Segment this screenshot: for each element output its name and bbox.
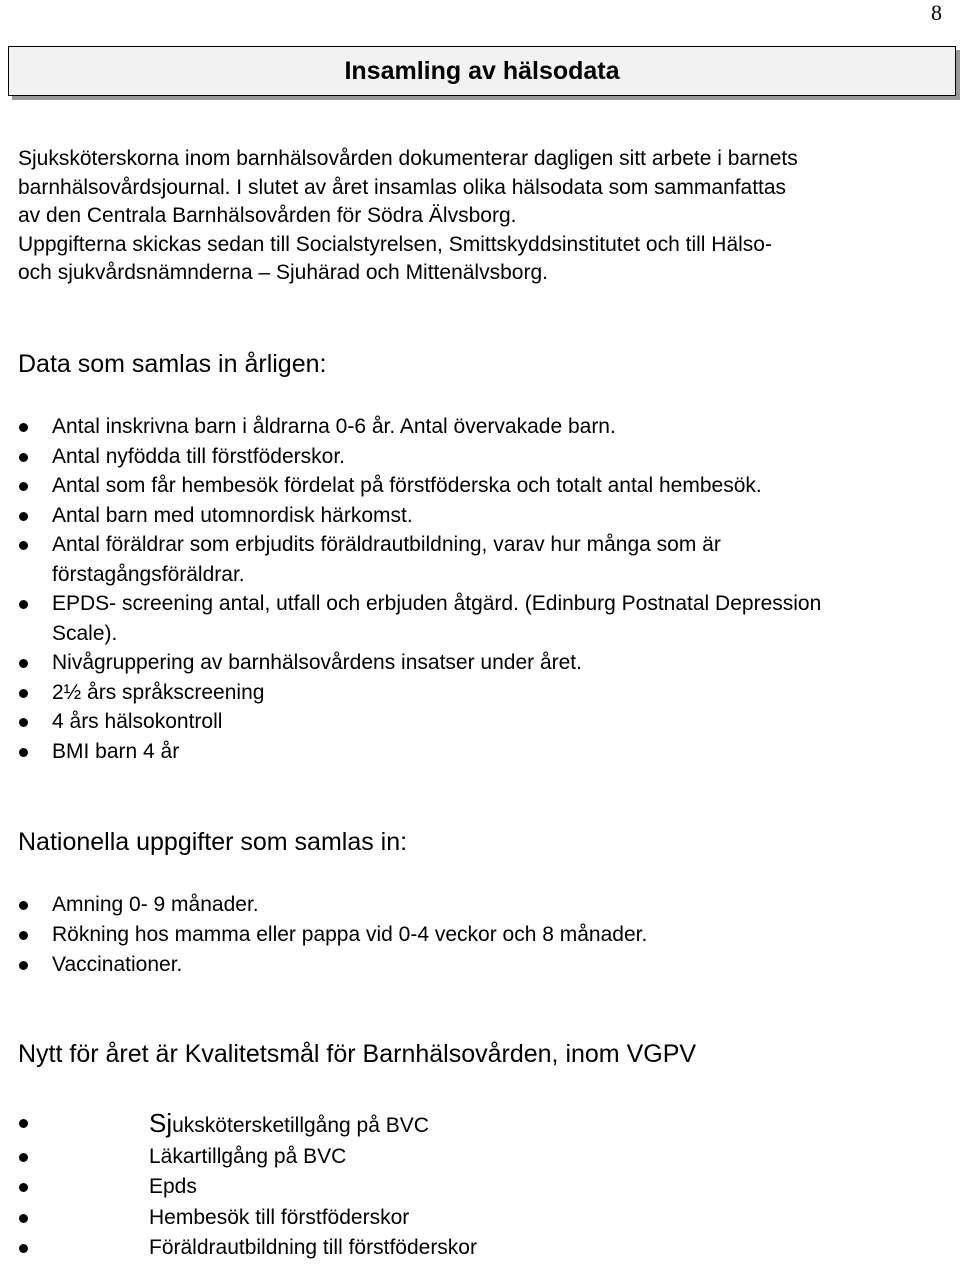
intro-line: av den Centrala Barnhälsovården för Södra Älvsborg. xyxy=(18,204,517,227)
list-item-text: Vaccinationer. xyxy=(52,953,183,976)
bullet-icon xyxy=(19,718,28,727)
list-item-text: Föräldrautbildning till förstföderskor xyxy=(149,1236,477,1259)
list-item xyxy=(0,1108,920,1142)
list-item xyxy=(0,920,920,950)
list-item-text: 4 års hälsokontroll xyxy=(52,710,223,733)
intro-line: Uppgifterna skickas sedan till Socialstyrelsen, Smittskyddsinstitutet och till Hälso- xyxy=(18,232,772,256)
list-item xyxy=(0,950,920,980)
list-item-text: Läkartillgång på BVC xyxy=(149,1144,347,1168)
list-item-text: Antal nyfödda till förstföderskor. xyxy=(52,444,345,468)
list-item xyxy=(0,412,920,442)
page-number: 8 xyxy=(931,0,942,25)
list-item xyxy=(0,737,920,767)
bullet-icon xyxy=(19,689,28,698)
bullet-icon xyxy=(19,1183,28,1192)
bullet-icon xyxy=(19,931,28,940)
list-item xyxy=(0,1172,920,1203)
list-item-text: Amning 0- 9 månader. xyxy=(52,893,259,916)
list-item xyxy=(0,471,920,501)
list-item-text: Nivågruppering av barnhälsovårdens insatser under året. xyxy=(52,651,582,674)
list-item xyxy=(0,442,920,472)
list-item xyxy=(0,530,852,589)
intro-line: barnhälsovårdsjournal. I slutet av året insamlas olika hälsodata som sammanfattas xyxy=(18,175,787,199)
quality-goals-list xyxy=(0,1108,920,1264)
annual-data-heading: Data som samlas in årligen: xyxy=(18,350,327,378)
page-title: Insamling av hälsodata xyxy=(8,46,956,96)
list-item-text: 2½ års språkscreening xyxy=(52,680,265,704)
bullet-icon xyxy=(19,961,28,970)
list-item-text: Epds xyxy=(149,1175,197,1198)
list-item-text: Rökning hos mamma eller pappa vid 0-4 veckor och 8 månader. xyxy=(52,923,648,946)
intro-paragraph xyxy=(18,145,938,288)
list-item-text: Antal inskrivna barn i åldrarna 0-6 år. Antal övervakade barn. xyxy=(52,415,616,438)
list-item xyxy=(0,648,920,678)
list-item-text: Hembesök till förstföderskor xyxy=(149,1205,410,1229)
list-item-text: EPDS- screening antal, utfall och erbjuden åtgärd. (Edinburg Postnatal Depression Scale). xyxy=(52,592,822,645)
bullet-icon xyxy=(19,1153,28,1162)
bullet-icon xyxy=(19,423,28,432)
bullet-icon xyxy=(19,1214,28,1223)
list-item xyxy=(0,707,920,737)
list-item xyxy=(0,890,920,920)
list-item xyxy=(0,501,920,531)
list-item-text: Antal barn med utomnordisk härkomst. xyxy=(52,503,413,527)
list-item-text: Antal föräldrar som erbjudits föräldrautbildning, varav hur många som är förstagångsföräldrar. xyxy=(52,533,721,586)
intro-line: och sjukvårdsnämnderna – Sjuhärad och Mittenälvsborg. xyxy=(18,261,548,284)
list-item xyxy=(0,1142,920,1173)
bullet-icon xyxy=(19,482,28,491)
bullet-icon xyxy=(19,512,28,521)
list-item xyxy=(0,589,882,648)
list-item xyxy=(0,678,920,708)
national-data-list xyxy=(0,890,920,980)
annual-data-list xyxy=(0,412,920,766)
list-item-initial: Sj xyxy=(149,1108,173,1138)
list-item-text: ukskötersketillgång på BVC xyxy=(172,1114,429,1137)
bullet-icon xyxy=(19,1244,28,1253)
list-item xyxy=(0,1203,920,1234)
national-data-heading: Nationella uppgifter som samlas in: xyxy=(18,828,408,856)
bullet-icon xyxy=(19,600,28,609)
bullet-icon xyxy=(19,453,28,462)
list-item-text: BMI barn 4 år xyxy=(52,739,180,763)
bullet-icon xyxy=(19,901,28,910)
bullet-icon xyxy=(19,541,28,550)
intro-line: Sjuksköterskorna inom barnhälsovården dokumenterar dagligen sitt arbete i barnets xyxy=(18,147,798,170)
quality-goals-heading: Nytt för året är Kvalitetsmål för Barnhälsovården, inom VGPV xyxy=(18,1040,697,1068)
list-item-text: Antal som får hembesök fördelat på förstföderska och totalt antal hembesök. xyxy=(52,474,762,497)
bullet-icon xyxy=(19,1119,28,1128)
bullet-icon xyxy=(19,659,28,668)
bullet-icon xyxy=(19,748,28,757)
